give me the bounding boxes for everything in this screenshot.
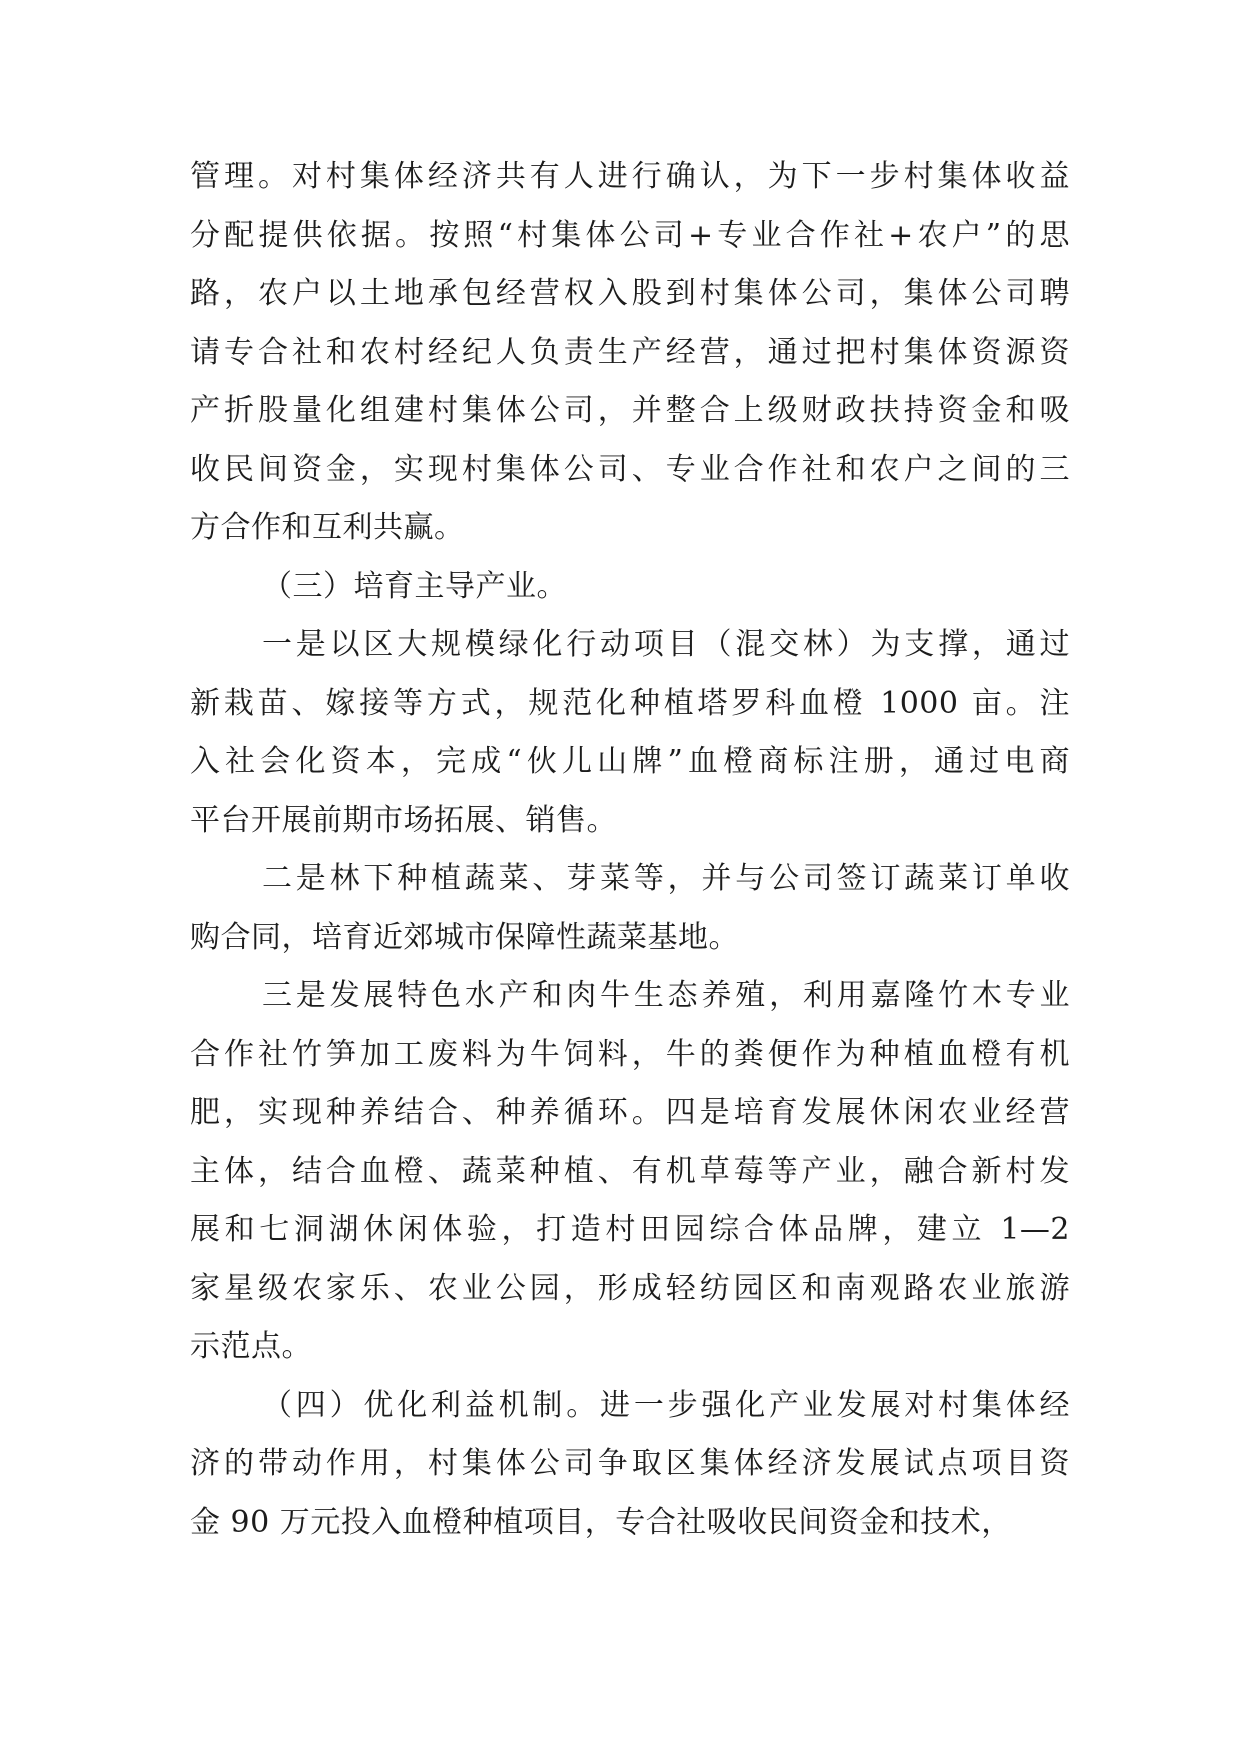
text-line: 济的带动作用，村集体公司争取区集体经济发展试点项目资: [190, 1446, 1070, 1481]
text-line: 平台开展前期市场拓展、销售。: [190, 802, 617, 838]
text-line: 请专合社和农村经纪人负责生产经营，通过把村集体资源资: [190, 334, 1070, 370]
document-body: [190, 148, 1070, 1552]
paragraph-p5: [190, 967, 1070, 1377]
text-line: 路，农户以土地承包经营权入股到村集体公司，集体公司聘: [190, 276, 1070, 311]
text-line: （三）培育主导产业。: [262, 568, 567, 604]
paragraph-p4: [190, 850, 1070, 967]
text-line: 展和七洞湖休闲体验，打造村田园综合体品牌，建立 1—2: [190, 1212, 1070, 1247]
paragraph-p6: [190, 1377, 1070, 1553]
paragraph-p3: [190, 616, 1070, 850]
text-line: 收民间资金，实现村集体公司、专业合作社和农户之间的三: [190, 451, 1070, 487]
text-line: 管理。对村集体经济共有人进行确认，为下一步村集体收益: [190, 159, 1070, 194]
text-line: 方合作和互利共赢。: [190, 510, 465, 545]
text-line: 三是发展特色水产和肉牛生态养殖，利用嘉隆竹木专业: [262, 978, 1070, 1013]
text-line: 一是以区大规模绿化行动项目（混交林）为支撑，通过: [262, 627, 1070, 662]
text-line: 新栽苗、嫁接等方式，规范化种植塔罗科血橙 1000 亩。注: [190, 685, 1070, 721]
text-line: 合作社竹笋加工废料为牛饲料，牛的粪便作为种植血橙有机: [190, 1036, 1070, 1072]
paragraph-p1: [190, 148, 1070, 558]
text-line: 示范点。: [190, 1329, 312, 1364]
text-line: 二是林下种植蔬菜、芽菜等，并与公司签订蔬菜订单收: [262, 861, 1070, 896]
text-line: 金 90 万元投入血橙种植项目，专合社吸收民间资金和技术，: [190, 1504, 1012, 1540]
text-line: 家星级农家乐、农业公园，形成轻纺园区和南观路农业旅游: [190, 1270, 1070, 1306]
text-line: 入社会化资本，完成“伙儿山牌”血橙商标注册，通过电商: [190, 744, 1070, 779]
text-line: 产折股量化组建村集体公司，并整合上级财政扶持资金和吸: [190, 393, 1070, 428]
text-line: 主体，结合血橙、蔬菜种植、有机草莓等产业，融合新村发: [190, 1153, 1070, 1189]
text-line: 分配提供依据。按照“村集体公司+专业合作社+农户”的思: [190, 217, 1070, 253]
text-line: （四）优化利益机制。进一步强化产业发展对村集体经: [262, 1387, 1070, 1423]
paragraph-p2: [190, 558, 1070, 617]
text-line: 肥，实现种养结合、种养循环。四是培育发展休闲农业经营: [190, 1095, 1070, 1130]
text-line: 购合同，培育近郊城市保障性蔬菜基地。: [190, 919, 739, 955]
